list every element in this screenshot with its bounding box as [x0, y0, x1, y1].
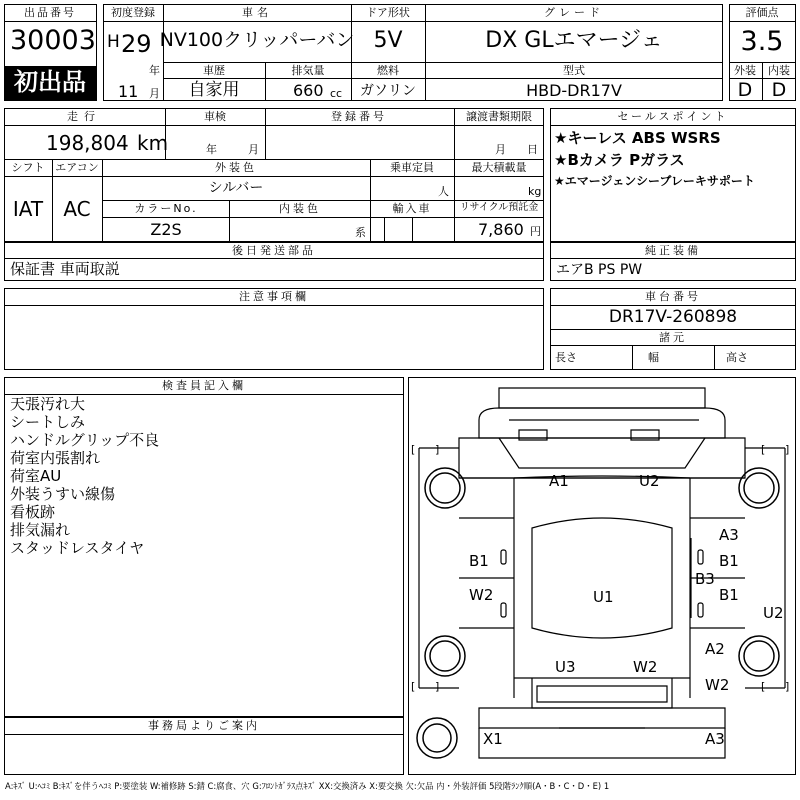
- transfer-label: 譲渡書類期限: [466, 110, 532, 123]
- damage-mark: U2: [763, 604, 784, 622]
- inspector-note: 天張汚れ大: [10, 395, 86, 413]
- recycle-fee: 7,860: [478, 220, 524, 239]
- load-unit: kg: [528, 185, 542, 198]
- color-no-label: カラーNo.: [134, 202, 198, 215]
- dims-label: 諸元: [659, 331, 687, 344]
- chassis-label: 車台番号: [645, 290, 701, 303]
- inspection-month-unit: 月: [248, 143, 259, 156]
- score-label: 評価点: [745, 6, 779, 19]
- inspector-note: 荷室内張割れ: [10, 449, 101, 467]
- reg-year: 29: [121, 30, 152, 58]
- exterior-grade: D: [737, 79, 753, 101]
- equipment-label: 純正装備: [645, 244, 701, 257]
- length-label: 長さ: [555, 351, 577, 364]
- inspector-note: ハンドルグリップ不良: [10, 431, 160, 449]
- damage-mark: U1: [593, 588, 614, 606]
- lot-number: 30003: [10, 25, 96, 56]
- notes-label: 注意事項欄: [239, 290, 309, 303]
- sales-point: ★エマージェンシーブレーキサポート: [554, 174, 755, 188]
- history-value: 自家用: [188, 80, 240, 100]
- inspector-label: 検査員記入欄: [162, 379, 246, 392]
- svg-text:]: ]: [785, 443, 790, 456]
- capacity-label: 乗車定員: [390, 161, 434, 174]
- wheel-front-left: [425, 468, 465, 508]
- inspector-note: 荷室AU: [10, 467, 62, 485]
- width-label: 幅: [648, 351, 659, 364]
- damage-mark: W2: [469, 586, 494, 604]
- transfer-day-unit: 日: [527, 143, 538, 156]
- displacement-label: 排気量: [291, 64, 325, 77]
- lot-label: 出品番号: [24, 6, 76, 19]
- damage-mark: A1: [549, 472, 569, 490]
- doors-label: ドア形状: [366, 6, 410, 19]
- wheel-rear-right: [739, 636, 779, 676]
- car-diagram: [408, 377, 796, 775]
- recycle-label: リサイクル預託金: [459, 202, 539, 213]
- legend-footer: A:ｷｽﾞ U:ﾍｺﾐ B:ｷｽﾞを伴うﾍｺﾐ P:要塗装 W:補修跡 S:錆 C:腐食、穴 G:ﾌﾛﾝﾄｶﾞﾗｽ点ｷｽﾞ XX:交換済み X:要交換 欠:欠品 内・外装評価 5段階ﾗﾝｸ順(A・B・C・D・E) 1: [5, 781, 610, 791]
- equipment-value: エアB PS PW: [556, 262, 643, 278]
- svg-text:]: ]: [435, 680, 440, 693]
- svg-text:]: ]: [435, 443, 440, 456]
- history-label: 車歴: [203, 64, 225, 77]
- svg-text:[: [: [761, 680, 766, 693]
- exterior-color-value: シルバー: [208, 180, 264, 196]
- interior-grade: D: [771, 79, 787, 101]
- grade-value: DX GLエマージェ: [485, 28, 663, 53]
- reg-number-label: 登録番号: [331, 110, 387, 123]
- damage-mark: W2: [633, 658, 658, 676]
- sales-points-label: セールスポイント: [617, 110, 729, 123]
- car-outline-diagram: [409, 378, 795, 774]
- mileage-unit: km: [137, 131, 169, 155]
- mileage-label: 走行: [67, 110, 101, 123]
- month-unit: 月: [149, 87, 160, 100]
- first-listing-text: 初出品: [14, 68, 86, 96]
- parts-label: 後日発送部品: [232, 244, 316, 257]
- model-label: 車名: [242, 6, 272, 19]
- interior-color-label: 内装色: [279, 202, 321, 215]
- wheel-rear-left: [425, 636, 465, 676]
- svg-text:[: [: [411, 680, 416, 693]
- displacement-value: 660: [293, 81, 324, 100]
- load-label: 最大積載量: [471, 161, 527, 174]
- exterior-color-label: 外装色: [215, 161, 257, 174]
- ac-label: エアコン: [55, 161, 99, 174]
- damage-mark: A3: [705, 730, 725, 748]
- grade-label: グレード: [544, 6, 604, 19]
- model-name: NV100クリッパーバン: [159, 29, 355, 51]
- type-value: HBD-DR17V: [526, 81, 622, 100]
- recycle-unit: 円: [530, 225, 541, 238]
- shift-label: シフト: [11, 161, 45, 174]
- mileage-value: 198,804: [46, 131, 129, 155]
- era-letter: H: [107, 32, 120, 52]
- damage-mark: B1: [719, 586, 739, 604]
- ac-value: AC: [63, 197, 91, 221]
- year-unit: 年: [149, 64, 160, 77]
- parts-value: 保証書 車両取説: [10, 260, 120, 278]
- damage-mark: U2: [639, 472, 660, 490]
- inspection-year-unit: 年: [206, 143, 217, 156]
- shift-value: IAT: [12, 197, 44, 221]
- exterior-label: 外装: [734, 64, 756, 77]
- score-value: 3.5: [740, 26, 784, 57]
- type-label: 型式: [563, 64, 585, 77]
- import-label: 輸入車: [392, 202, 432, 215]
- reg-month: 11: [118, 82, 139, 101]
- svg-text:]: ]: [785, 680, 790, 693]
- inspector-note: 外装うすい線傷: [10, 485, 116, 503]
- svg-text:[: [: [411, 443, 416, 456]
- color-no-value: Z2S: [150, 220, 182, 239]
- chassis-number: DR17V-260898: [608, 307, 738, 327]
- svg-text:[: [: [761, 443, 766, 456]
- fuel-label: 燃料: [377, 64, 399, 77]
- damage-mark: X1: [483, 730, 503, 748]
- capacity-unit: 人: [438, 185, 449, 198]
- sales-point: ★キーレス ABS WSRS: [554, 129, 721, 147]
- inspector-note: 排気漏れ: [10, 521, 71, 539]
- damage-mark: B3: [695, 570, 715, 588]
- front-bumper-outline: [499, 388, 705, 408]
- damage-mark: W2: [705, 676, 730, 694]
- fuel-value: ガソリン: [360, 83, 416, 99]
- wheel-front-right: [739, 468, 779, 508]
- office-label: 事務局よりご案内: [148, 719, 260, 732]
- displacement-unit: cc: [330, 87, 343, 100]
- inspector-note: シートしみ: [10, 413, 86, 431]
- inspector-note: スタッドレスタイヤ: [10, 539, 145, 557]
- first-reg-label: 初度登録: [111, 6, 155, 19]
- damage-mark: A3: [719, 526, 739, 544]
- inspector-note: 看板跡: [10, 503, 56, 521]
- interior-label: 内装: [768, 64, 790, 77]
- inspection-label: 車検: [204, 110, 226, 123]
- damage-mark: B1: [469, 552, 489, 570]
- details-table: [4, 108, 544, 242]
- transfer-month-unit: 月: [495, 143, 506, 156]
- doors-value: 5V: [373, 28, 403, 53]
- height-label: 高さ: [726, 351, 748, 364]
- sales-point: ★Bカメラ Pガラス: [554, 151, 685, 169]
- damage-mark: A2: [705, 640, 725, 658]
- damage-mark: U3: [555, 658, 576, 676]
- damage-mark: B1: [719, 552, 739, 570]
- interior-color-unit: 系: [355, 226, 366, 239]
